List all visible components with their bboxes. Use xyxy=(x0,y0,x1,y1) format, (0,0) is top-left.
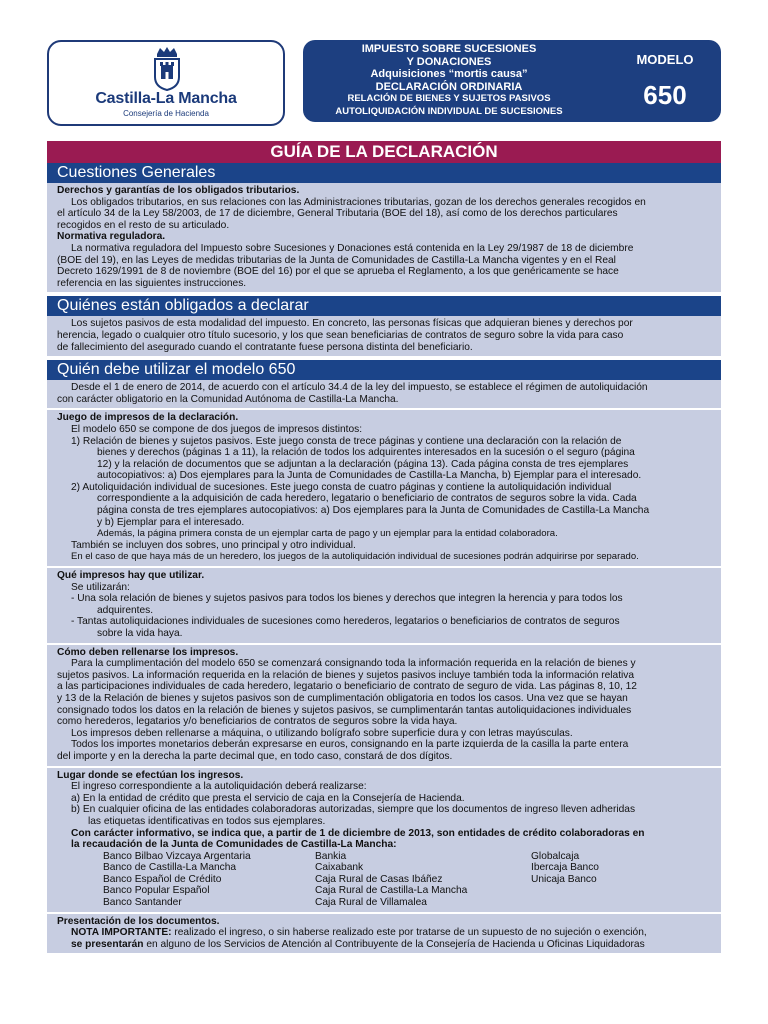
panel-rellenar xyxy=(47,645,721,766)
bank-name: Banco Popular Español xyxy=(103,885,210,897)
title-line: DECLARACIÓN ORDINARIA xyxy=(375,80,523,93)
text-line: página consta de tres ejemplares autocopiativos: a) Dos ejemplares para la Junta de Comunidades de Castilla-La Mancha xyxy=(97,505,650,517)
guide-content xyxy=(47,141,721,953)
text-line: las etiquetas identificativas en todos sus ejemplares. xyxy=(88,815,326,827)
bank-name: Bankia xyxy=(315,850,347,862)
note-line: En el caso de que haya más de un heredero, los juegos de la autoliquidación individual de sucesiones podrán adquirirse por separado. xyxy=(71,551,639,563)
bank-name: Caixabank xyxy=(315,862,364,874)
text-fragment: en alguno de los Servicios de Atención al Contribuyente de la Consejería de Hacienda u Oficinas Liquidadoras xyxy=(143,938,645,950)
bank-name: Banco Español de Crédito xyxy=(103,873,222,885)
text-line: Todos los importes monetarios deberán expresarse en euros, consignando en la parte izquierda de la casilla la parte entera xyxy=(71,739,629,751)
info-line: Con carácter informativo, se indica que, a partir de 1 de diciembre de 2013, son entidades de crédito colaboradoras en xyxy=(71,827,645,839)
text-line: el artículo 34 de la Ley 58/2003, de 17 de diciembre, General Tributaria (BOE del 18), así como de los derechos particulares xyxy=(57,208,618,220)
info-line: la recaudación de la Junta de Comunidades de Castilla-La Mancha: xyxy=(71,839,397,851)
title-line: Y DONACIONES xyxy=(406,55,492,68)
subheading-lugar: Lugar donde se efectúan los ingresos. xyxy=(57,769,244,781)
bank-name: Banco Santander xyxy=(103,897,182,909)
modelo-number: 650 xyxy=(643,80,687,110)
title-line: IMPUESTO SOBRE SUCESIONES xyxy=(361,43,537,55)
text-line: a las participaciones individuales de cada heredero, legatario o beneficiario de contrato de seguro de vida. Las páginas 8, 10, 12 xyxy=(57,681,637,693)
list-item: b) En cualquier oficina de las entidades colaboradoras autorizadas, siempre que los documentos de ingreso lleven adheridas xyxy=(71,804,636,816)
list-item: - Tantas autoliquidaciones individuales de sucesiones como herederos, legatarios o beneficiarios de contratos de seguros xyxy=(71,616,620,628)
bank-name: Caja Rural de Casas Ibáñez xyxy=(315,873,443,885)
title-line: RELACIÓN DE BIENES Y SUJETOS PASIVOS xyxy=(347,93,551,105)
bank-column xyxy=(531,851,599,909)
title-line: AUTOLIQUIDACIÓN INDIVIDUAL DE SUCESIONES xyxy=(335,105,563,117)
subheading-derechos: Derechos y garantías de los obligados tributarios. xyxy=(57,185,300,196)
subheading-juego: Juego de impresos de la declaración. xyxy=(57,412,239,424)
bold-fragment: se presentarán xyxy=(71,938,144,950)
text-line: Además, la página primera consta de un ejemplar carta de pago y un ejemplar para la entidad colaboradora. xyxy=(97,528,558,540)
panel-modelo650 xyxy=(47,380,721,408)
text-line xyxy=(57,927,711,939)
list-item: a) En la entidad de crédito que presta el servicio de caja en la Consejería de Hacienda. xyxy=(71,792,465,804)
form-title xyxy=(311,43,587,119)
coat-of-arms-icon xyxy=(151,45,183,91)
logo-name: Castilla-La Mancha xyxy=(95,90,237,107)
bank-column xyxy=(315,851,531,909)
section-title-obligados: Quiénes están obligados a declarar xyxy=(47,296,721,316)
text-line: Los impresos deben rellenarse a máquina, o utilizando bolígrafo sobre superficie dura y con letras mayúsculas. xyxy=(71,727,573,739)
text-line: y b) Ejemplar para el interesado. xyxy=(97,516,245,528)
panel-presentacion xyxy=(47,914,721,954)
bank-name: Banco de Castilla-La Mancha xyxy=(103,862,237,874)
text-line: También se incluyen dos sobres, uno principal y otro individual. xyxy=(71,539,356,551)
bank-name: Ibercaja Banco xyxy=(531,862,599,874)
text-line: correspondiente a la adquisición de cada heredero, legatario o beneficiario de contratos de seguros sobre la vida. Cada xyxy=(97,493,637,505)
text-line: bienes y derechos (páginas 1 a 11), la relación de todos los adquirentes interesados en la sucesión o el seguro (página xyxy=(97,447,635,459)
guide-title: GUÍA DE LA DECLARACIÓN xyxy=(47,141,721,163)
list-item: 2) Autoliquidación individual de sucesiones. Este juego consta de cuatro páginas y contiene la autoliquidación individual xyxy=(71,481,612,493)
subheading-presentacion: Presentación de los documentos. xyxy=(57,915,220,927)
logo-subtitle: Consejería de Hacienda xyxy=(123,109,209,118)
form-title-box xyxy=(303,40,721,122)
text-line: La normativa reguladora del Impuesto sobre Sucesiones y Donaciones está contenida en la Ley 29/1987 de 18 de diciembre xyxy=(71,242,634,254)
panel-impresos xyxy=(47,568,721,643)
bank-name: Unicaja Banco xyxy=(531,873,597,885)
text-line: como herederos, legatarios y/o beneficiarios de contratos de seguros sobre la vida haya. xyxy=(57,716,458,728)
bank-name: Caja Rural de Villamalea xyxy=(315,897,427,909)
text-line: referencia en las siguientes instrucciones. xyxy=(57,277,247,289)
text-line: de fallecimiento del asegurado cuando el contratante fuese persona distinta del beneficiario. xyxy=(57,341,473,353)
text-line: recogidos en el resto de su articulado. xyxy=(57,219,230,231)
text-line: y 13 de la Relación de bienes y sujetos pasivos son de cumplimentación obligatoria en todos los casos. Una vez que se hayan xyxy=(57,692,628,704)
text-line: Desde el 1 de enero de 2014, de acuerdo con el artículo 34.4 de la ley del impuesto, se establece el régimen de autoliquidación xyxy=(71,382,648,394)
section-title-cuestiones: Cuestiones Generales xyxy=(47,163,721,183)
text-line: 12) y la relación de documentos que se adjuntan a la declaración (página 13). Cada página consta de tres ejemplares xyxy=(97,458,629,470)
text-line: del importe y en la derecha la parte decimal que, en todo caso, constará de dos dígitos. xyxy=(57,750,453,762)
text-line: adquirentes. xyxy=(97,604,154,616)
panel-obligados xyxy=(47,316,721,356)
text-line xyxy=(57,939,711,951)
note-label: NOTA IMPORTANTE: xyxy=(71,927,172,939)
text-line: Los obligados tributarios, en sus relaciones con las Administraciones tributarias, gozan de los derechos generales recogidos en xyxy=(71,196,646,208)
list-item: 1) Relación de bienes y sujetos pasivos. Este juego consta de trece páginas y contiene una declaración con la relación de xyxy=(71,435,622,447)
bank-column xyxy=(103,851,315,909)
text-line: Para la cumplimentación del modelo 650 se comenzará consignando toda la información requerida en la relación de bienes y xyxy=(71,658,636,670)
bank-name: Globalcaja xyxy=(531,850,580,862)
bank-list xyxy=(57,851,711,909)
text-line: El modelo 650 se compone de dos juegos de impresos distintos: xyxy=(71,423,363,435)
text-line: herencia, legado o cualquier otro título sucesorio, y los que sean beneficiarias de contratos de seguro sobre la vida para caso xyxy=(57,329,624,341)
modelo-label: MODELO xyxy=(636,52,694,67)
text-line: sujetos pasivos. La información requerida en la relación de bienes y sujetos pasivos incluye también toda la información relativa xyxy=(57,669,635,681)
bank-name: Caja Rural de Castilla-La Mancha xyxy=(315,885,468,897)
subheading-normativa: Normativa reguladora. xyxy=(57,231,166,243)
text-line: Los sujetos pasivos de esta modalidad del impuesto. En concreto, las personas físicas que adquieran bienes y derechos por xyxy=(71,318,633,330)
title-line: Adquisiciones “mortis causa” xyxy=(370,68,528,81)
subheading-rellenar: Cómo deben rellenarse los impresos. xyxy=(57,646,239,658)
text-line: autocopiativos: a) Dos ejemplares para la Junta de Comunidades de Castilla-La Mancha, b) Ejemplar para el interesado. xyxy=(97,470,642,482)
text-line: consignado todos los datos en la relación de bienes y sujetos pasivos, se cumplimentarán tantas autoliquidaciones individuales xyxy=(57,704,632,716)
section-title-modelo650: Quién debe utilizar el modelo 650 xyxy=(47,360,721,380)
subheading-impresos: Qué impresos hay que utilizar. xyxy=(57,570,205,582)
text-line: El ingreso correspondiente a la autoliquidación deberá realizarse: xyxy=(71,781,367,793)
panel-lugar xyxy=(47,768,721,912)
logo-box xyxy=(47,40,285,126)
text-line: Se utilizarán: xyxy=(71,581,130,593)
panel-juego xyxy=(47,410,721,566)
list-item: - Una sola relación de bienes y sujetos pasivos para todos los bienes y derechos que integren la herencia y para todos los xyxy=(71,593,623,605)
text-line: Decreto 1629/1991 de 8 de noviembre (BOE del 16) por el que se aprueba el Reglamento, a los que genéricamente se hace xyxy=(57,266,619,278)
bank-name: Banco Bilbao Vizcaya Argentaria xyxy=(103,850,251,862)
text-line: (BOE del 19), en las Leyes de medidas tributarias de la Junta de Comunidades de Castilla-La Mancha vigentes y en el Real xyxy=(57,254,616,266)
text-fragment: realizado el ingreso, o sin haberse realizado este por tratarse de un supuesto de no sujeción o exención, xyxy=(171,927,647,939)
text-line: sobre la vida haya. xyxy=(97,628,183,639)
text-line: con carácter obligatorio en la Comunidad Autónoma de Castilla-La Mancha. xyxy=(57,393,399,405)
panel-cuestiones xyxy=(47,183,721,292)
